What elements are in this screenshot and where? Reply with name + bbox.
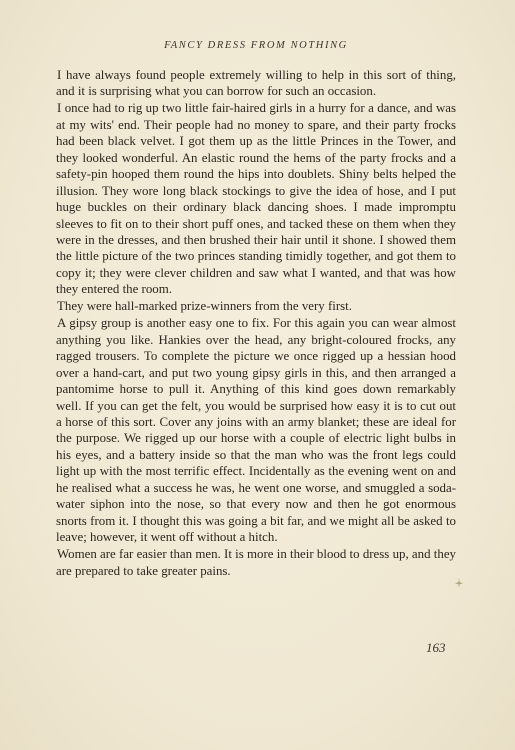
running-head: FANCY DRESS FROM NOTHING xyxy=(164,40,348,51)
paragraph: I once had to rig up two little fair-haired girls in a hurry for a dance, and was at my wits' end. Their people had no money to spare, and their party frocks had been black velvet. I got them up as the little Princes in the Tower, and they looked wonderful. An elastic round the hems of the party frocks and a safety-pin hooped them round the hips into doublets. Shiny belts helped the illusion. They wore long black stockings to give the idea of hose, and I put huge buckles on their ordinary black dancing shoes. I made impromptu sleeves to fit on to their short puff ones, and tacked these on them when they were in the dresses, and then brushed their hair until it shone. I showed them the little picture of the two princes standing timidly together, and got them to copy it; they were clever children and saw what I wanted, and that was how they entered the room. xyxy=(56,101,456,297)
paragraph: Women are far easier than men. It is more in their blood to dress up, and they are prepared to take greater pains. xyxy=(56,547,456,578)
paragraph: A gipsy group is another easy one to fix. For this again you can wear almost anything you like. Hankies over the head, any bright-coloured frocks, any ragged trousers. To complete the picture we once rigged up a hessian hood over a hand-cart, and put two young gipsy girls in this, and then arranged a pantomime horse to pull it. Anything of this kind goes down remarkably well. If you can get the felt, you would be surprised how easy it is to cut out a horse of this sort. Cover any joins with an army blanket; these are ideal for the purpose. We rigged up our horse with a couple of electric light bulbs in his eyes, and a battery inside so that the man who was the front legs could light up with the most terrific effect. Incidentally as the evening went on and he realised what a success he was, he went one worse, and smuggled a soda-water siphon into the nose, so that every now and then he got enormous snorts from it. I thought this was going a bit far, and we might all be asked to leave; however, it went off without a hitch. xyxy=(56,316,456,545)
paragraph: I have always found people extremely willing to help in this sort of thing, and it is surprising what you can borrow for such an occasion. xyxy=(56,68,456,99)
ink-speck-mark xyxy=(454,577,464,589)
body-text xyxy=(56,67,456,579)
page-number: 163 xyxy=(426,640,446,655)
paragraph: They were hall-marked prize-winners from the very first. xyxy=(57,299,352,314)
